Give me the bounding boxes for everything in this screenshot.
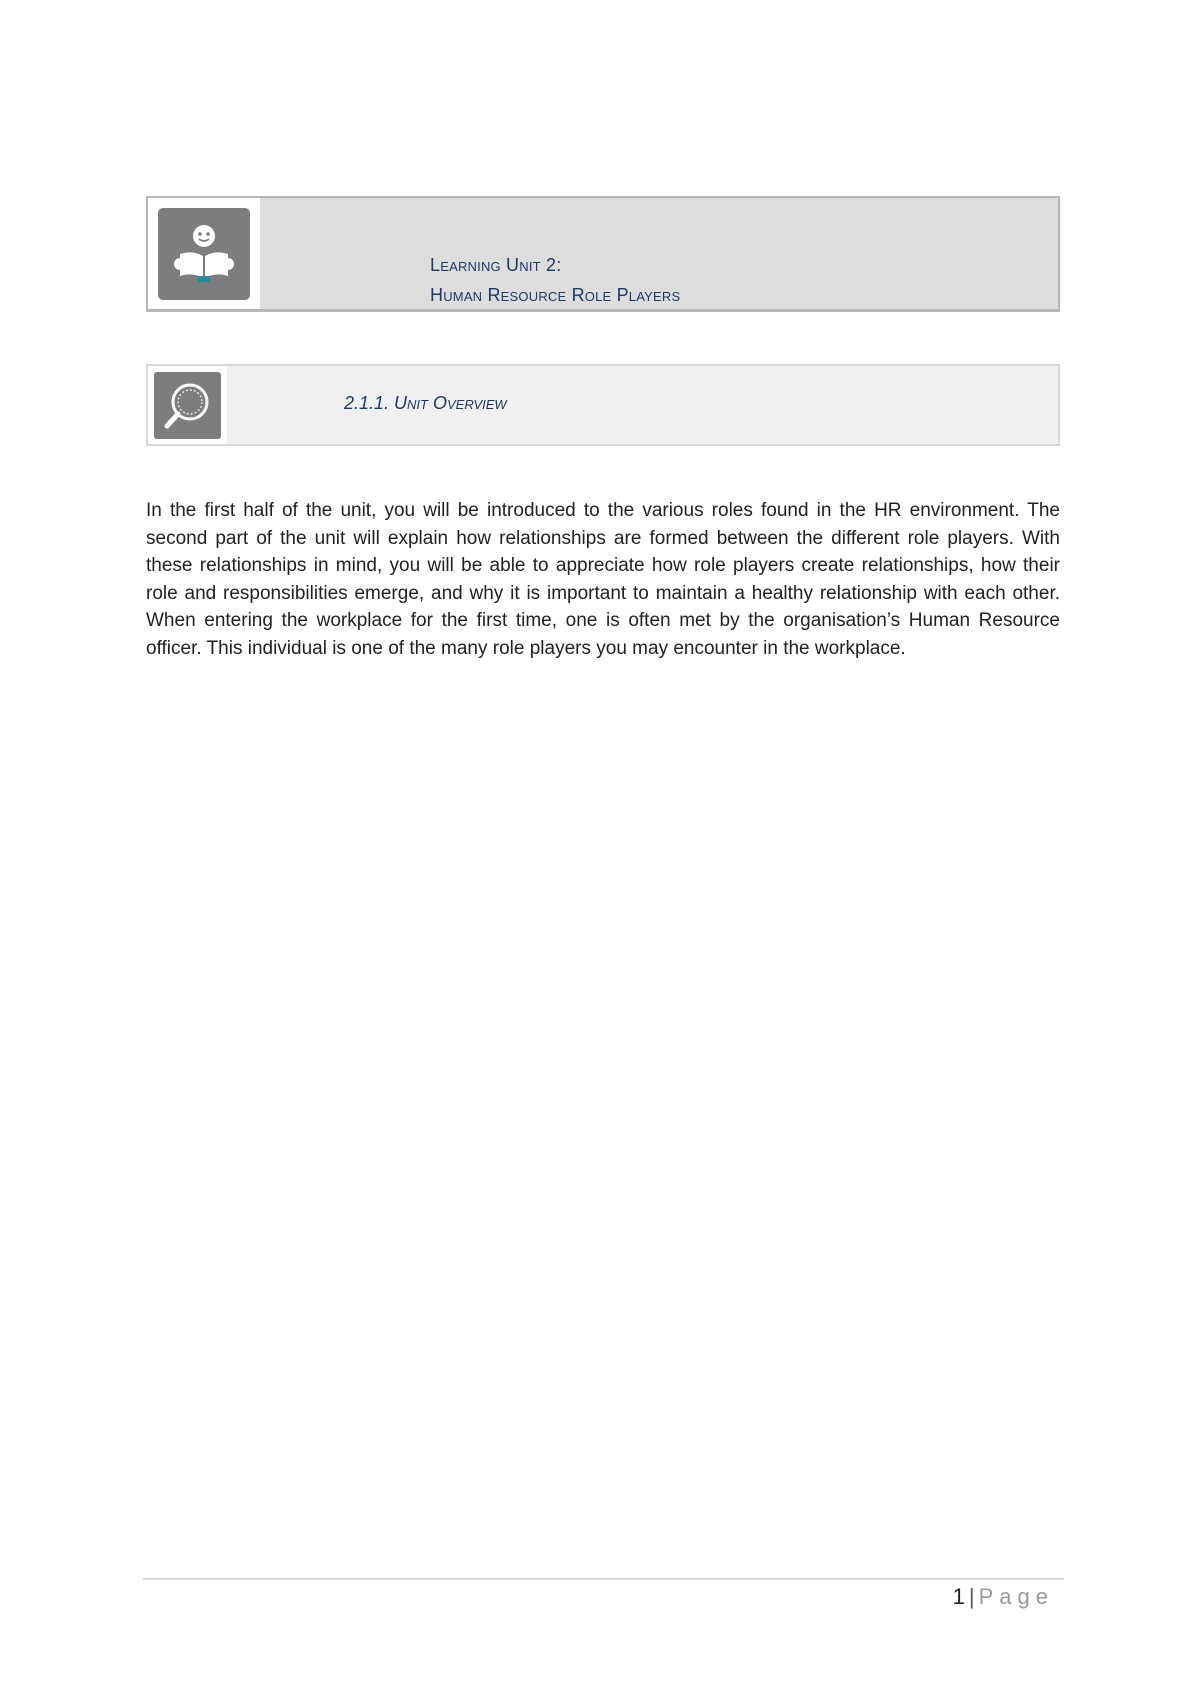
unit-title <box>430 250 680 310</box>
learning-unit-banner <box>146 196 1060 312</box>
reading-person-icon <box>158 208 250 300</box>
page-number: 1 <box>952 1584 965 1609</box>
overview-icon-frame <box>148 366 227 444</box>
page-label: Page <box>978 1584 1054 1609</box>
magnifier-icon <box>154 372 221 439</box>
page-footer <box>953 1582 1054 1612</box>
unit-title-line2: Human Resource Role Players <box>430 285 681 305</box>
unit-title-line1: Learning Unit 2: <box>430 255 562 275</box>
overview-title: 2.1.1. Unit Overview <box>344 393 507 413</box>
footer-divider <box>143 1578 1064 1580</box>
body-paragraph: In the first half of the unit, you will be introduced to the various roles found in the HR environment. The second part of the unit will explain how relationships are formed between the different role players. With these relationships in mind, you will be able to appreciate how role players create relationships, how their role and responsibilities emerge, and why it is important to maintain a healthy relationship with each other. When entering the workplace for the first time, one is often met by the organisation’s Human Resource officer. This individual is one of the many role players you may encounter in the workplace. <box>146 500 1060 659</box>
unit-overview-banner <box>146 364 1060 446</box>
page-separator: | <box>968 1584 975 1609</box>
unit-icon-frame <box>148 198 260 309</box>
